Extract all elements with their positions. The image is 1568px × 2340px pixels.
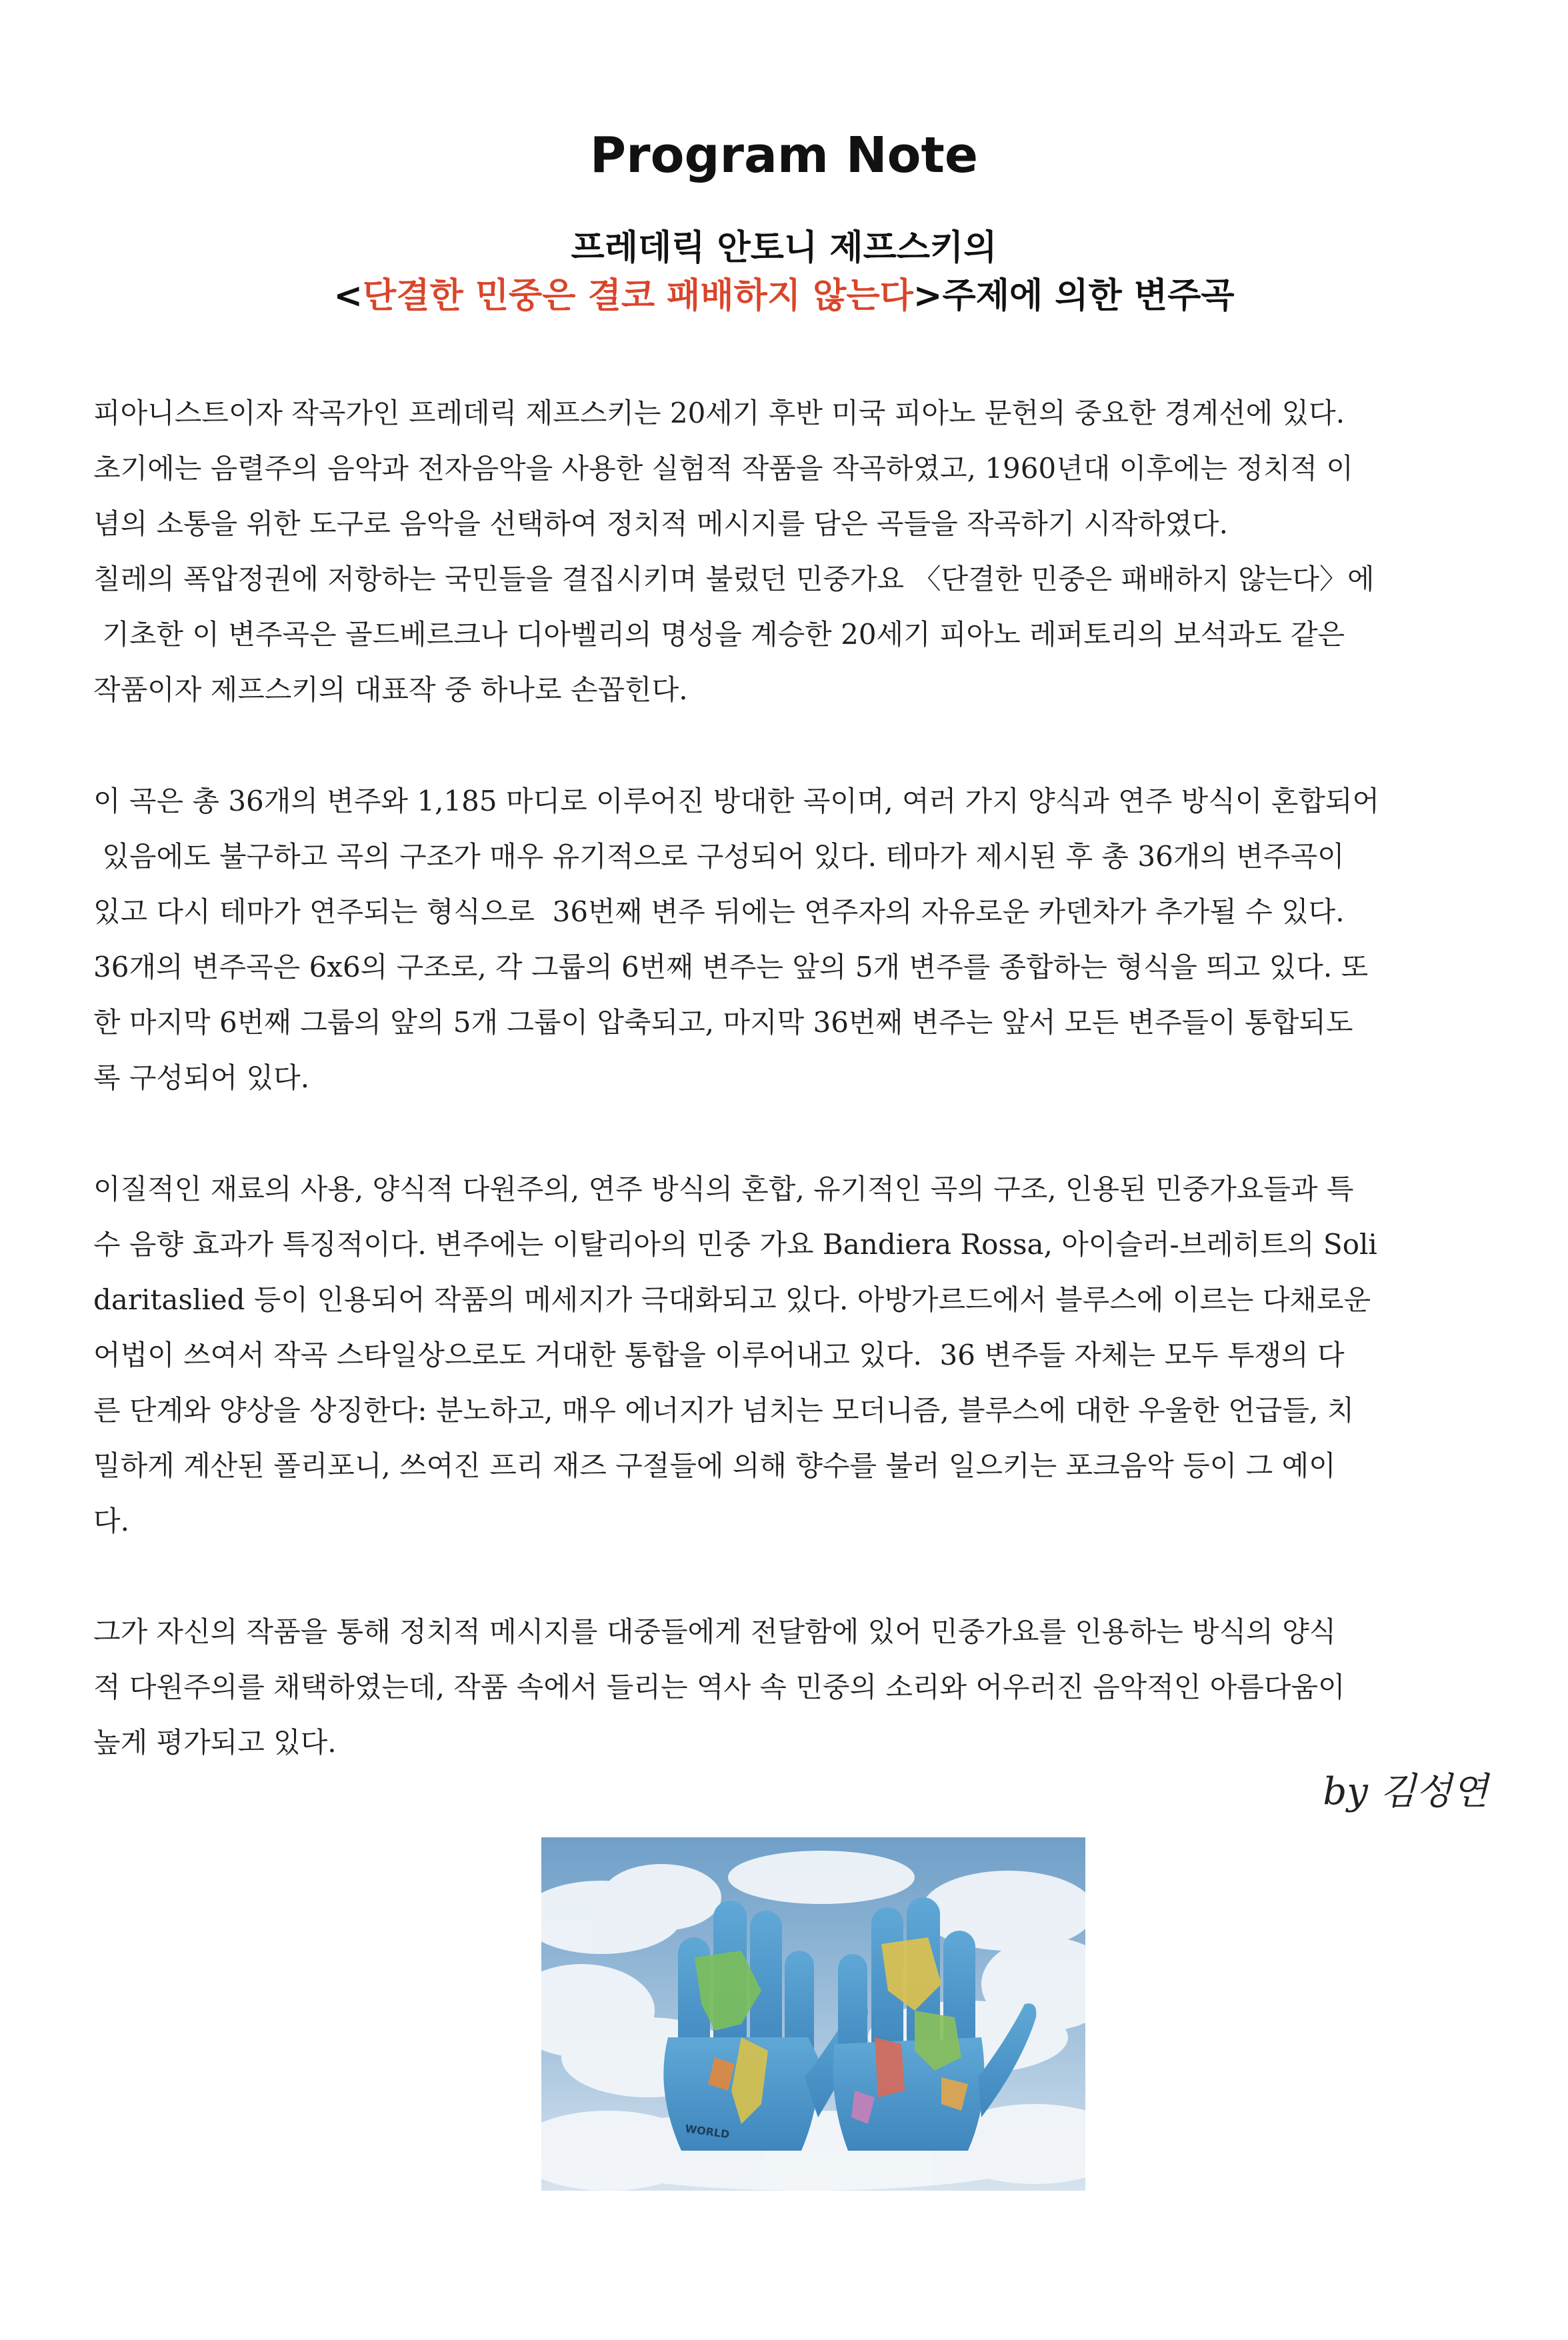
subtitle-open-bracket: < (333, 276, 363, 316)
paragraph-line: 기초한 이 변주곡은 골드베르크나 디아벨리의 명성을 계승한 20세기 피아노 레퍼토리의 보석과도 같은 (93, 618, 1345, 651)
paragraph-2 (93, 773, 1488, 1105)
photo-illustration (541, 1837, 1085, 2191)
paragraph-1 (93, 385, 1488, 717)
paragraph-line: 록 구성되어 있다. (93, 1061, 310, 1094)
paragraph-line: 피아니스트이자 작곡가인 프레데릭 제프스키는 20세기 후반 미국 피아노 문헌의 중요한 경계선에 있다. (93, 397, 1345, 429)
paragraph-line: daritaslied 등이 인용되어 작품의 메세지가 극대화되고 있다. 아방가르드에서 블루스에 이르는 다채로운 (93, 1283, 1371, 1316)
paragraph-line: 밀하게 계산된 폴리포니, 쓰여진 프리 재즈 구절들에 의해 향수를 불러 일으키는 포크음악 등이 그 예이 (93, 1449, 1336, 1482)
paragraph-line: 어법이 쓰여서 작곡 스타일상으로도 거대한 통합을 이루어내고 있다. 36 변주들 자체는 모두 투쟁의 다 (93, 1339, 1345, 1371)
subtitle-line-1: 프레데릭 안토니 제프스키의 (571, 228, 997, 268)
subtitle-rest: >주제에 의한 변주곡 (913, 276, 1235, 316)
paragraph-line: 이질적인 재료의 사용, 양식적 다원주의, 연주 방식의 혼합, 유기적인 곡의 구조, 인용된 민중가요들과 특 (93, 1173, 1354, 1205)
paragraph-line: 그가 자신의 작품을 통해 정치적 메시지를 대중들에게 전달함에 있어 민중가요를 인용하는 방식의 양식 (93, 1615, 1337, 1648)
paragraph-line: 있고 다시 테마가 연주되는 형식으로 36번째 변주 뒤에는 연주자의 자유로운 카덴차가 추가될 수 있다. (93, 895, 1345, 928)
paragraph-line: 른 단계와 양상을 상징한다: 분노하고, 매우 에너지가 넘치는 모더니즘, 블루스에 대한 우울한 언급들, 치 (93, 1394, 1355, 1427)
paragraph-line: 한 마지막 6번째 그룹의 앞의 5개 그룹이 압축되고, 마지막 36번째 변주는 앞서 모든 변주들이 통합되도 (93, 1006, 1353, 1039)
paragraph-line: 칠레의 폭압정권에 저항하는 국민들을 결집시키며 불렀던 민중가요 〈단결한 민중은 패배하지 않는다〉에 (93, 563, 1375, 595)
world-map-hands-photo (541, 1837, 1085, 2191)
paragraph-3 (93, 1161, 1488, 1549)
author-byline: by 김성연 (1323, 1770, 1488, 1813)
subtitle-line-2 (0, 272, 1568, 320)
paragraph-line: 초기에는 음렬주의 음악과 전자음악을 사용한 실험적 작품을 작곡하였고, 1960년대 이후에는 정치적 이 (93, 452, 1353, 485)
paragraph-line: 다. (93, 1505, 129, 1537)
paragraph-4 (93, 1604, 1488, 1770)
subtitle-highlight-title: 단결한 민중은 결코 패배하지 않는다 (363, 276, 913, 316)
paragraph-line: 36개의 변주곡은 6x6의 구조로, 각 그룹의 6번째 변주는 앞의 5개 변주를 종합하는 형식을 띄고 있다. 또 (93, 951, 1369, 983)
paragraph-line: 있음에도 불구하고 곡의 구조가 매우 유기적으로 구성되어 있다. 테마가 제시된 후 총 36개의 변주곡이 (93, 840, 1345, 873)
palm-text: WORLD (684, 2122, 731, 2141)
paragraph-line: 작품이자 제프스키의 대표작 중 하나로 손꼽힌다. (93, 673, 688, 706)
paragraph-line: 높게 평가되고 있다. (93, 1726, 337, 1759)
paragraph-line: 수 음향 효과가 특징적이다. 변주에는 이탈리아의 민중 가요 Bandiera Rossa, 아이슬러-브레히트의 Soli (93, 1228, 1377, 1261)
paragraph-line: 적 다원주의를 채택하였는데, 작품 속에서 들리는 역사 속 민중의 소리와 어우러진 음악적인 아름다움이 (93, 1671, 1345, 1703)
paragraph-line: 념의 소통을 위한 도구로 음악을 선택하여 정치적 메시지를 담은 곡들을 작곡하기 시작하였다. (93, 507, 1228, 540)
page-title: Program Note (589, 127, 979, 184)
subtitle (0, 224, 1568, 320)
paragraph-line: 이 곡은 총 36개의 변주와 1,185 마디로 이루어진 방대한 곡이며, 여러 가지 양식과 연주 방식이 혼합되어 (93, 785, 1380, 817)
